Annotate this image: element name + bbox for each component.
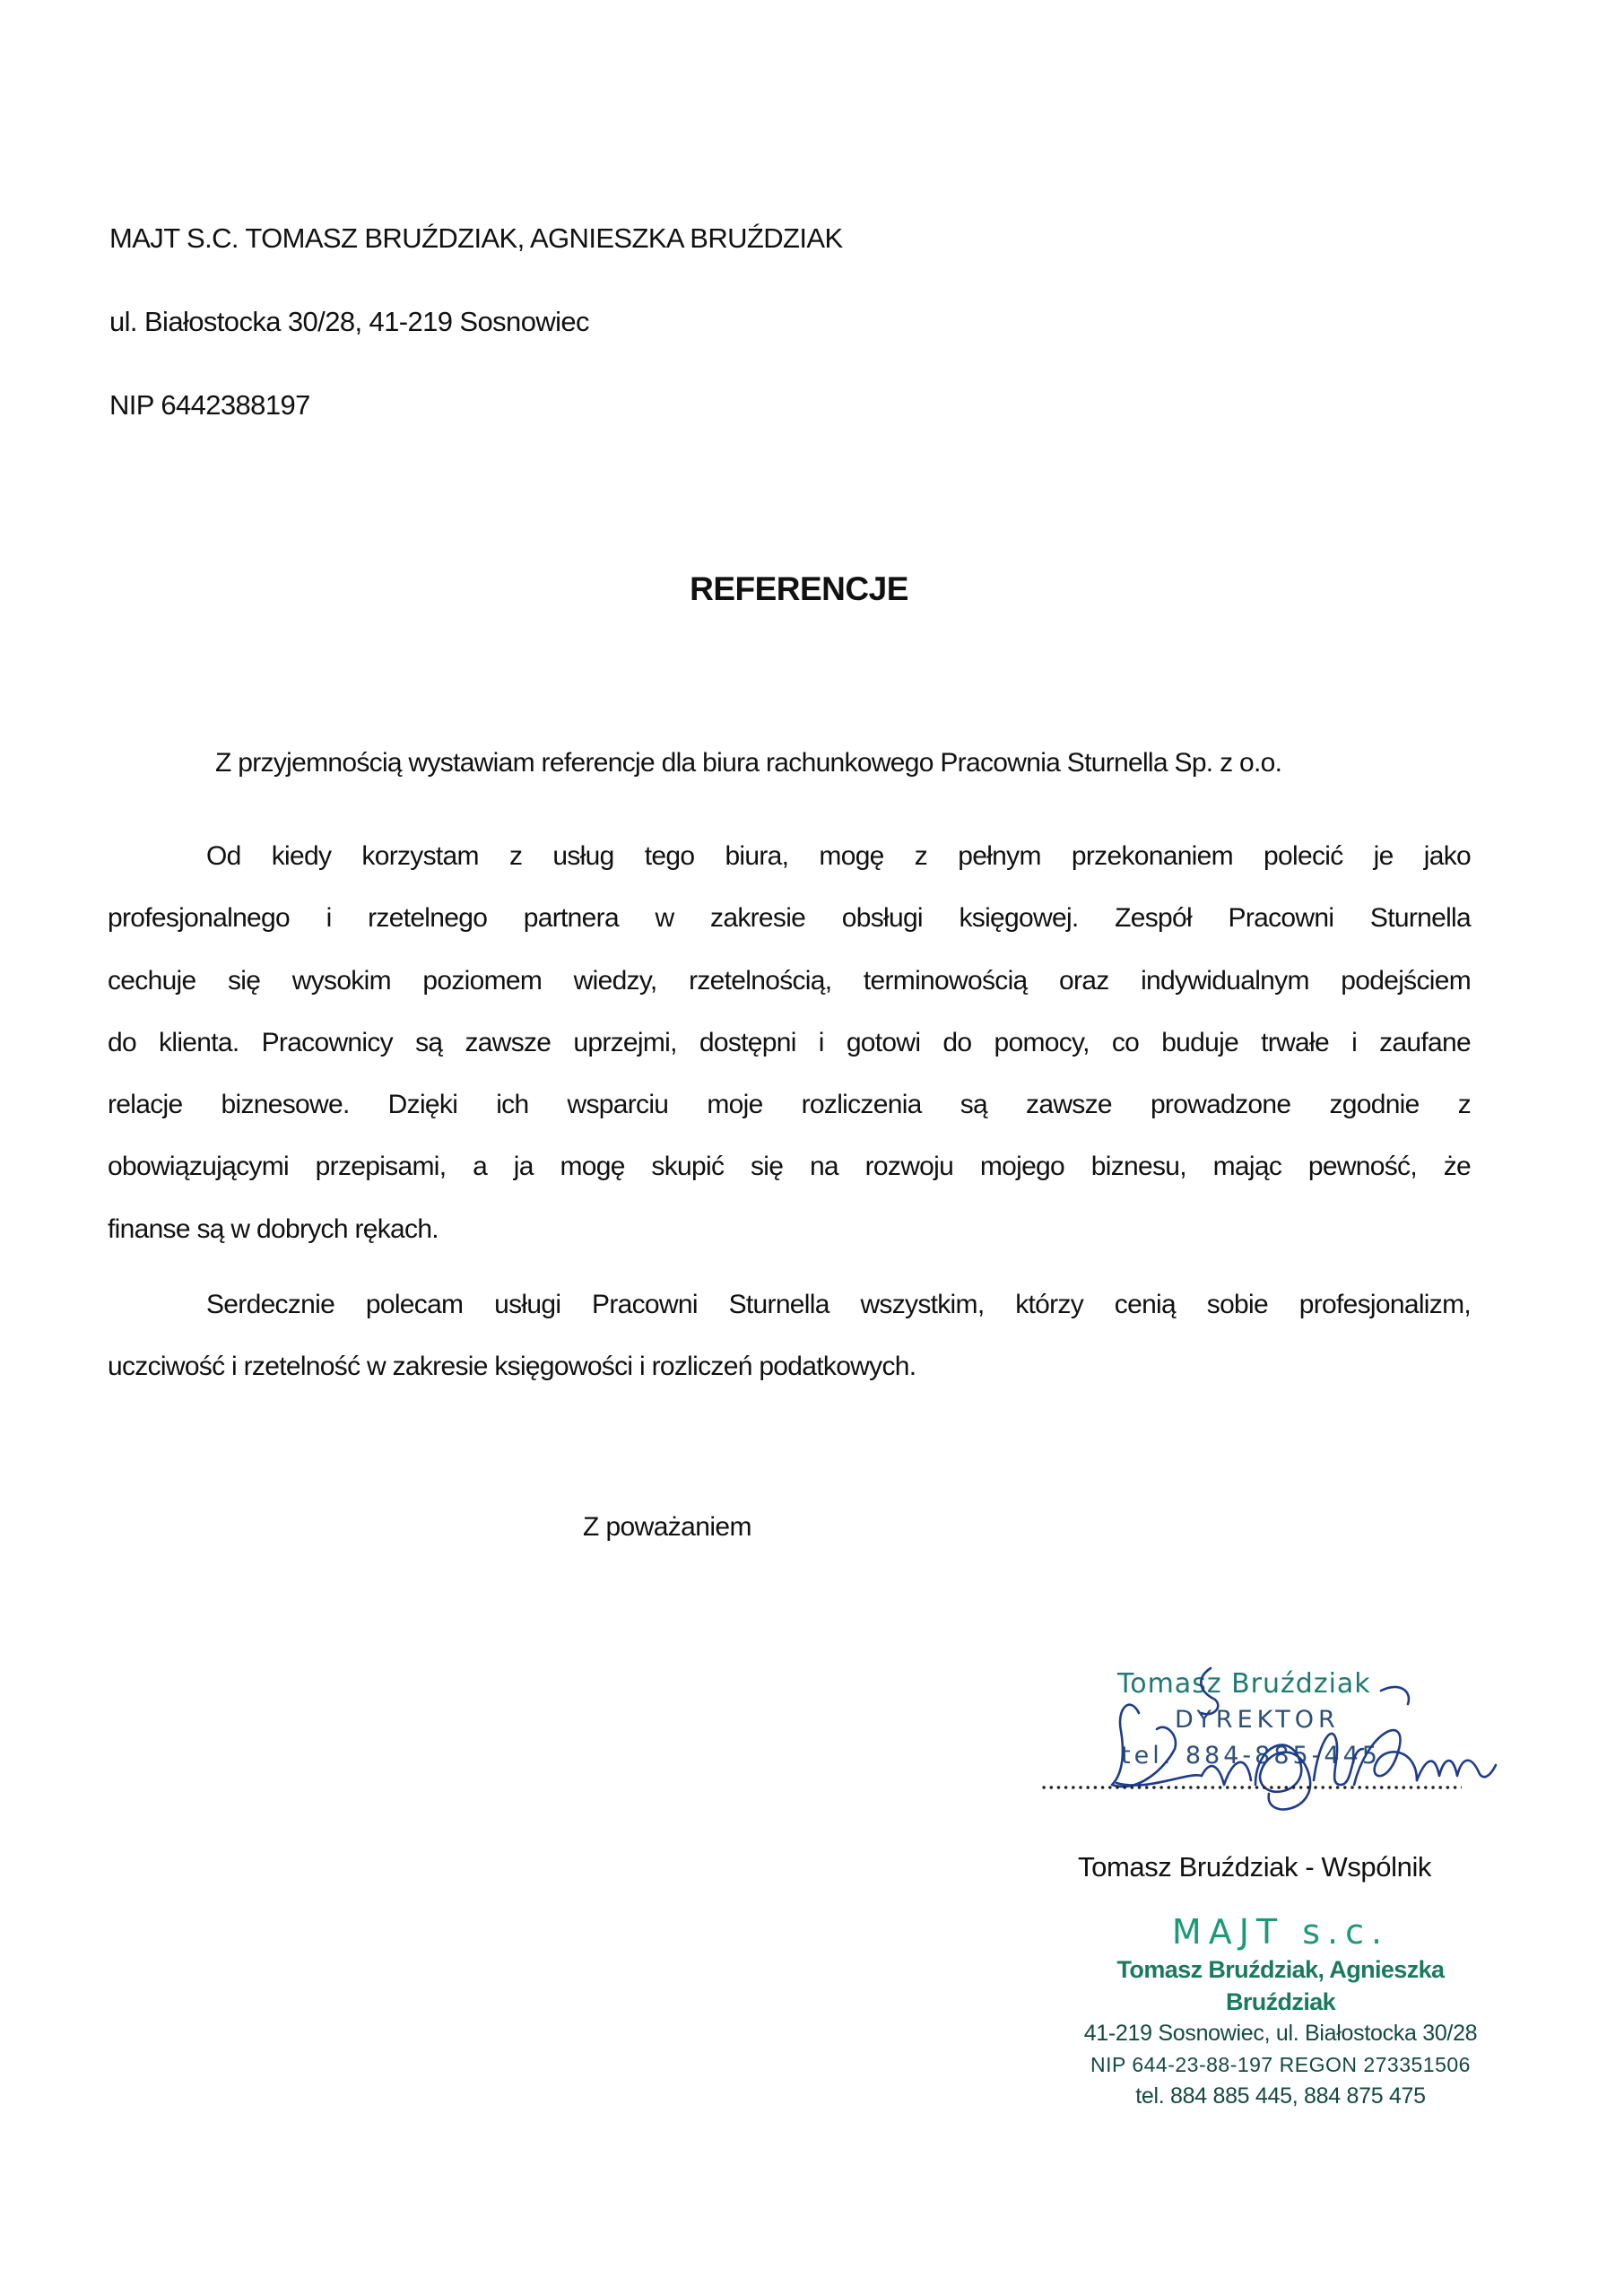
paragraph-line: do klienta. Pracownicy są zawsze uprzejmi, dostępni i gotowi do pomocy, co buduje trwałe i zaufane [108,1027,1471,1057]
stamp-role: DYREKTOR [1175,1706,1340,1734]
sender-company: MAJT S.C. TOMASZ BRUŹDZIAK, AGNIESZKA BRUŹDZIAK [109,222,843,254]
paragraph-1 [108,825,1471,1260]
sender-nip: NIP 6442388197 [109,389,310,421]
stamp-company-name: MAJT s.c. [1171,1912,1390,1952]
paragraph-line: Serdecznie polecam usługi Pracowni Sturnella wszystkim, którzy cenią sobie profesjonalizm, [206,1290,1471,1319]
document-title: REFERENCJE [690,570,908,607]
paragraph-line: profesjonalnego i rzetelnego partnera w zakresie obsługi księgowej. Zespół Pracowni Sturnella [108,903,1471,934]
paragraph-line: relacje biznesowe. Dzięki ich wsparciu moje rozliczenia są zawsze prowadzone zgodnie z [108,1090,1471,1120]
paragraph-line: finanse są w dobrych rękach. [108,1213,439,1244]
company-stamp [1065,1910,1496,2112]
stamp-phones: tel. 884 885 445, 884 875 475 [1135,2083,1426,2109]
sender-address: ul. Białostocka 30/28, 41-219 Sosnowiec [109,306,589,337]
stamp-phone: tel. 884-885-445 [1121,1742,1381,1770]
stamp-address: 41-219 Sosnowiec, ul. Białostocka 30/28 [1083,2021,1478,2046]
paragraph-line: Od kiedy korzystam z usług tego biura, mogę z pełnym przekonaniem polecić je jako [206,841,1471,871]
closing-salutation: Z poważaniem [583,1512,751,1542]
stamp-owners: Tomasz Bruździak, Agnieszka Bruździak [1116,1956,1445,2015]
stamp-name: Tomasz Bruździak [1117,1668,1371,1700]
signer-name: Tomasz Bruździak - Wspólnik [1078,1851,1432,1883]
intro-sentence: Z przyjemnością wystawiam referencje dla biura rachunkowego Pracownia Sturnella Sp. z o.o. [215,748,1282,778]
paragraph-line: obowiązującymi przepisami, a ja mogę skupić się na rozwoju mojego biznesu, mając pewność, że [108,1152,1471,1182]
stamp-ids: NIP 644-23-88-197 REGON 273351506 [1090,2053,1471,2076]
paragraph-line: cechuje się wysokim poziomem wiedzy, rzetelnością, terminowością oraz indywidualnym podejściem [108,965,1471,996]
paragraph-line: uczciwość i rzetelność w zakresie księgowości i rozliczeń podatkowych. [108,1352,916,1382]
paragraph-2 [108,1274,1471,1398]
signature-dotted-line [1040,1785,1462,1790]
handwritten-signature-icon [1031,1659,1498,1830]
